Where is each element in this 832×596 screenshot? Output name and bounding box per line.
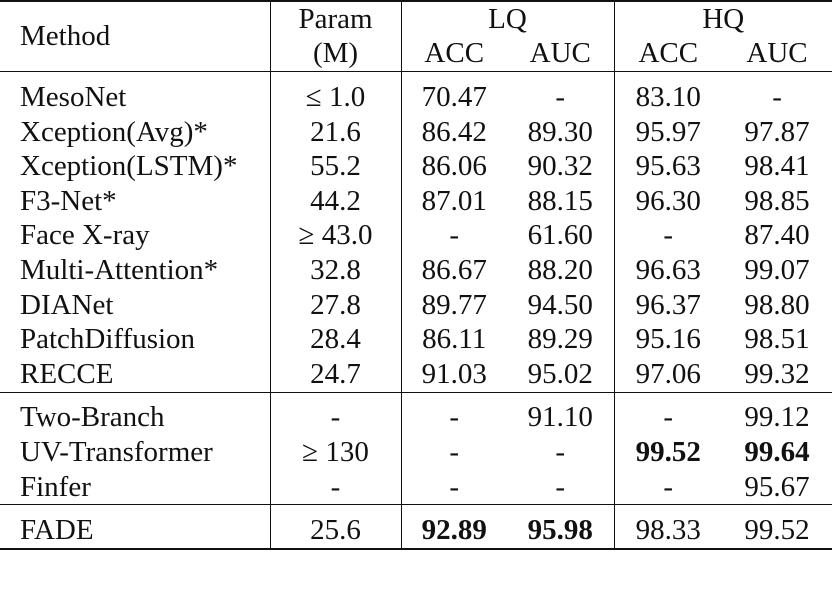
header-lq-auc: AUC — [507, 37, 614, 72]
cell-lq-auc: - — [507, 435, 614, 470]
cell-lq-acc: - — [449, 435, 460, 468]
cell-lq-auc: 89.29 — [507, 322, 614, 357]
cell-hq-auc: - — [772, 80, 782, 113]
cell-hq-acc: 95.16 — [635, 323, 701, 356]
cell-method: FADE — [0, 513, 270, 549]
cell-lq-acc: 86.67 — [421, 253, 487, 286]
cell-hq-auc: 99.07 — [744, 253, 810, 286]
cell-method: Xception(LSTM)* — [0, 149, 270, 184]
table-row — [0, 80, 832, 115]
cell-method: Xception(Avg)* — [0, 115, 270, 150]
table-row — [0, 322, 832, 357]
header-hq-auc: AUC — [746, 37, 808, 70]
table-row — [0, 184, 832, 219]
table-row — [0, 149, 832, 184]
cell-lq-auc: 89.30 — [507, 115, 614, 150]
cell-param: ≥ 130 — [270, 435, 401, 470]
cell-lq-acc: - — [449, 401, 460, 434]
cell-param: 44.2 — [270, 184, 401, 219]
header-lq-acc: ACC — [424, 37, 485, 70]
cell-param: 55.2 — [270, 149, 401, 184]
cell-hq-acc: - — [663, 401, 674, 434]
cell-hq-auc: 97.87 — [744, 115, 810, 148]
cell-hq-auc: 99.32 — [744, 357, 810, 390]
table-header — [0, 1, 832, 72]
cell-hq-acc: 96.37 — [635, 288, 701, 321]
cell-hq-auc: 98.41 — [744, 150, 810, 183]
cell-hq-acc: - — [663, 219, 674, 252]
cell-hq-acc: 98.33 — [614, 513, 722, 549]
table-row — [0, 219, 832, 254]
cell-lq-auc: 95.98 — [507, 513, 614, 549]
header-hq-acc: ACC — [638, 37, 699, 70]
cell-lq-auc: 91.10 — [507, 401, 614, 436]
cell-method: Face X-ray — [0, 219, 270, 254]
cell-method: PatchDiffusion — [0, 322, 270, 357]
table-row — [0, 435, 832, 470]
cell-param: 28.4 — [270, 322, 401, 357]
table-row — [0, 115, 832, 150]
cell-lq-auc: 88.20 — [507, 253, 614, 288]
cell-hq-auc: 99.64 — [744, 435, 810, 468]
cell-lq-acc: 87.01 — [421, 184, 487, 217]
cell-hq-acc: 97.06 — [635, 357, 701, 390]
cell-method: F3-Net* — [0, 184, 270, 219]
cell-hq-acc: - — [663, 470, 674, 503]
header-hq: HQ — [614, 1, 832, 37]
cell-lq-auc: 61.60 — [507, 219, 614, 254]
table-row — [0, 288, 832, 323]
cell-param: - — [270, 401, 401, 436]
cell-method: UV-Transformer — [0, 435, 270, 470]
cell-method: MesoNet — [0, 80, 270, 115]
cell-method: Two-Branch — [0, 401, 270, 436]
cell-param: 27.8 — [270, 288, 401, 323]
table-body-group-3 — [0, 505, 832, 549]
cell-param: - — [270, 470, 401, 505]
cell-lq-auc: 94.50 — [507, 288, 614, 323]
cell-method: Multi-Attention* — [0, 253, 270, 288]
cell-param: 24.7 — [270, 357, 401, 392]
cell-hq-auc: 95.67 — [744, 470, 810, 503]
cell-lq-auc: 90.32 — [507, 149, 614, 184]
cell-hq-auc: 87.40 — [744, 219, 810, 252]
cell-hq-acc: 96.63 — [635, 253, 701, 286]
cell-lq-acc: 70.47 — [421, 80, 487, 113]
cell-lq-acc: 89.77 — [421, 288, 487, 321]
cell-hq-auc: 98.80 — [744, 288, 810, 321]
table-row — [0, 513, 832, 549]
header-param-line1: Param — [270, 1, 401, 37]
cell-hq-auc: 98.51 — [744, 323, 810, 356]
cell-hq-acc: 96.30 — [635, 184, 701, 217]
cell-method: DIANet — [0, 288, 270, 323]
table-row — [0, 470, 832, 505]
cell-param: 21.6 — [270, 115, 401, 150]
cell-hq-auc: 99.52 — [722, 513, 832, 549]
header-method: Method — [0, 1, 270, 72]
cell-lq-auc: 95.02 — [507, 357, 614, 392]
table-body-group-2 — [0, 392, 832, 505]
cell-param: ≤ 1.0 — [270, 80, 401, 115]
header-lq: LQ — [401, 1, 614, 37]
cell-hq-acc: 95.63 — [635, 150, 701, 183]
cell-param: 32.8 — [270, 253, 401, 288]
cell-lq-acc: - — [449, 219, 460, 252]
cell-hq-auc: 99.12 — [744, 401, 810, 434]
table-row — [0, 357, 832, 392]
header-param-line2: (M) — [270, 37, 401, 72]
cell-lq-acc: 86.11 — [422, 323, 487, 356]
cell-param: 25.6 — [270, 513, 401, 549]
cell-hq-acc: 99.52 — [635, 435, 701, 468]
cell-hq-acc: 95.97 — [635, 115, 701, 148]
cell-param: ≥ 43.0 — [270, 219, 401, 254]
cell-method: Finfer — [0, 470, 270, 505]
cell-lq-acc: - — [449, 470, 460, 503]
cell-lq-acc: 92.89 — [401, 513, 507, 549]
table-row — [0, 253, 832, 288]
cell-method: RECCE — [0, 357, 270, 392]
cell-lq-auc: 88.15 — [507, 184, 614, 219]
cell-lq-acc: 86.42 — [421, 115, 487, 148]
table-body-group-1 — [0, 72, 832, 392]
cell-lq-acc: 86.06 — [421, 150, 487, 183]
cell-lq-auc: - — [507, 470, 614, 505]
table-row — [0, 401, 832, 436]
cell-hq-acc: 83.10 — [635, 80, 701, 113]
cell-lq-acc: 91.03 — [421, 357, 487, 390]
cell-lq-auc: - — [507, 80, 614, 115]
cell-hq-auc: 98.85 — [744, 184, 810, 217]
